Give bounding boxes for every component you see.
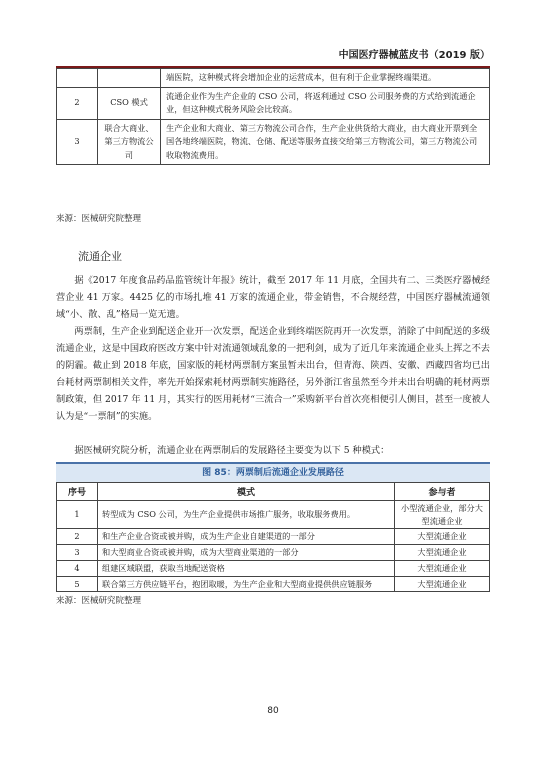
row-description: 端医院，这种模式将会增加企业的运营成本，但有利于企业掌握终端渠道。 bbox=[161, 69, 490, 88]
table-source: 来源：医械研究院整理 bbox=[56, 214, 142, 224]
table-row bbox=[57, 545, 490, 561]
row-number: 1 bbox=[57, 501, 98, 529]
row-number: 3 bbox=[57, 119, 98, 165]
row-number: 2 bbox=[57, 529, 98, 545]
row-number: 4 bbox=[57, 560, 98, 576]
row-mode: 转型成为 CSO 公司，为生产企业提供市场推广服务，收取服务费用。 bbox=[98, 501, 395, 529]
mode-table bbox=[56, 68, 490, 165]
row-participant: 大型流通企业 bbox=[395, 529, 490, 545]
development-path-table bbox=[56, 462, 490, 606]
table-row bbox=[57, 576, 490, 592]
row-mode: CSO 模式 bbox=[98, 87, 161, 119]
table-header-row bbox=[57, 483, 490, 501]
paragraph: 两票制，生产企业到配送企业开一次发票，配送企业到终端医院再开一次发票，消除了中间配送的多级流通企业，这是中国政府医改方案中针对流通领域乱象的一把利剑，成为了近几年来流通企业头上挥之不去的阴霾。截止到 2018 年底，国家版的耗材两票制方案虽暂未出台，但青海、陕西、安徽、西藏四省均已出台耗材两票制相关文件，率先开始探索耗材两票制实施路径，另外浙江省虽然至今并未出台明确的耗材两票制政策，但 2017 年 11 月，其实行的医用耗材“三流合一”采购新平台首次亮相便引人侧目，甚至一度被人认为是“一票制”的实施。 bbox=[56, 326, 490, 422]
row-mode: 联合大商业、第三方物流公司 bbox=[98, 119, 161, 165]
table-source: 来源：医械研究院整理 bbox=[56, 596, 142, 607]
row-participant: 大型流通企业 bbox=[395, 545, 490, 561]
book-title: 中国医疗器械蓝皮书（2019 版） bbox=[338, 50, 490, 61]
row-description: 流通企业作为生产企业的 CSO 公司，将返利通过 CSO 公司服务费的方式给到流通企业，但这种模式税务风险会比较高。 bbox=[161, 87, 490, 119]
paragraph: 据医械研究院分析，流通企业在两票制后的发展路径主要变为以下 5 种模式： bbox=[74, 445, 390, 456]
row-mode: 和生产企业合资或被并购，成为生产企业自建渠道的一部分 bbox=[98, 529, 395, 545]
header-mode: 模式 bbox=[98, 483, 395, 501]
table-row bbox=[57, 87, 490, 119]
table-row bbox=[57, 69, 490, 88]
page-number: 80 bbox=[267, 706, 279, 716]
header-participant: 参与者 bbox=[395, 483, 490, 501]
row-mode: 组建区域联盟，获取当地配送资格 bbox=[98, 560, 395, 576]
header-no: 序号 bbox=[57, 483, 98, 501]
table-row bbox=[57, 560, 490, 576]
row-participant: 大型流通企业 bbox=[395, 576, 490, 592]
row-participant: 大型流通企业 bbox=[395, 560, 490, 576]
table-row bbox=[57, 119, 490, 165]
row-number: 5 bbox=[57, 576, 98, 592]
table-caption: 图 85：两票制后流通企业发展路径 bbox=[56, 462, 490, 482]
row-participant: 小型流通企业，部分大型流通企业 bbox=[395, 501, 490, 529]
row-mode: 联合第三方供应链平台，抱团取暖，为生产企业和大型商业提供供应链服务 bbox=[98, 576, 395, 592]
paragraph: 据《2017 年度食品药品监管统计年报》统计，截至 2017 年 11 月底，全国共有二、三类医疗器械经营企业 41 万家。4425 亿的市场扎堆 41 万家的流通企业，带金销售，不合规经营，中国医疗器械流通领域“小、散、乱”格局一览无遗。 bbox=[56, 275, 490, 320]
row-description: 生产企业和大商业、第三方物流公司合作，生产企业供货给大商业，由大商业开票到全国各地终端医院，物流、仓储、配送等服务直接交给第三方物流公司，第三方物流公司收取物流费用。 bbox=[161, 119, 490, 165]
row-number bbox=[57, 69, 98, 88]
row-mode bbox=[98, 69, 161, 88]
table-row bbox=[57, 501, 490, 529]
row-number: 2 bbox=[57, 87, 98, 119]
table-row bbox=[57, 529, 490, 545]
row-number: 3 bbox=[57, 545, 98, 561]
row-mode: 和大型商业合资或被并购，成为大型商业渠道的一部分 bbox=[98, 545, 395, 561]
section-heading: 流通企业 bbox=[78, 250, 122, 263]
